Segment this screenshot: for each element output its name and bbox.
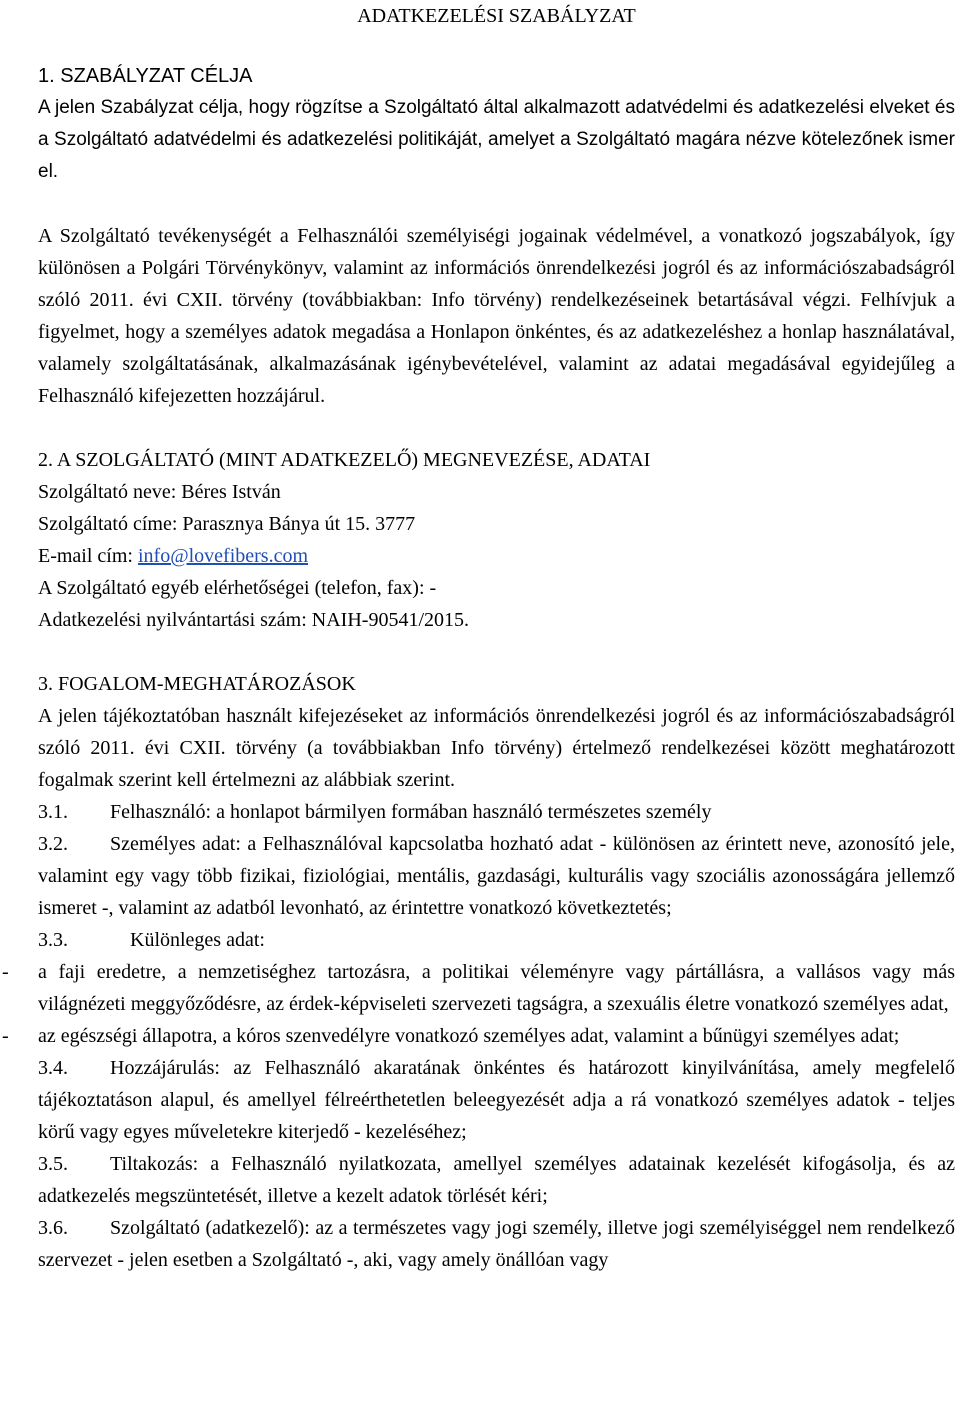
definition-text: Személyes adat: a Felhasználóval kapcsolatba hozható adat - különösen az érintett neve, azonosító jele, valamint egy vagy több fizikai, fiziológiai, mentális, gazdasági, kulturális vagy szociális azonosságára jellemző ismeret -, valamint az adatból levonható, az érintettre vonatkozó következtetés; — [38, 833, 955, 919]
definition-number: 3.3. — [38, 929, 68, 951]
dash-list-item — [2, 1020, 955, 1052]
definition-number: 3.4. — [38, 1057, 68, 1079]
dash-item-text: a faji eredetre, a nemzetiséghez tartozásra, a politikai véleményre vagy pártállásra, a vallásos vagy más világnézeti meggyőződésre, az érdek-képviseleti szervezeti tagságra, a szexuális életre vonatkozó személyes adat, — [38, 961, 955, 1015]
email-label: E-mail cím: — [38, 545, 138, 567]
section-1 — [38, 60, 955, 188]
section-2 — [38, 444, 955, 636]
provider-address: Szolgáltató címe: Parasznya Bánya út 15. 3777 — [38, 513, 416, 535]
section-3-heading: 3. FOGALOM-MEGHATÁROZÁSOK — [38, 673, 356, 695]
definition-item — [38, 796, 955, 828]
section-1-paragraph-1: A jelen Szabályzat célja, hogy rögzítse a Szolgáltató által alkalmazott adatvédelmi és adatkezelési elveket és a Szolgáltató adatvédelmi és adatkezelési politikáját, amelyet a Szolgáltató magára nézve kötelezőnek ismer el. — [38, 97, 955, 182]
spacer — [38, 636, 955, 668]
provider-email-line — [38, 540, 955, 572]
definition-text: Hozzájárulás: az Felhasználó akaratának önkéntes és határozott kinyilvánítása, amely megfelelő tájékoztatáson alapul, és amellyel félreérthetetlen beleegyezését adja a rá vonatkozó személyes adatok - teljes körű vagy egyes műveletekre kiterjedő - kezeléséhez; — [38, 1057, 955, 1143]
definition-number: 3.5. — [38, 1153, 68, 1175]
definition-text: Szolgáltató (adatkezelő): az a természetes vagy jogi személy, illetve jogi személyiséggel nem rendelkező szervezet - jelen esetben a Szolgáltató -, aki, vagy amely önállóan vagy — [38, 1217, 955, 1271]
provider-other-contacts: A Szolgáltató egyéb elérhetőségei (telefon, fax): - — [38, 577, 437, 599]
dash-item-text: az egészségi állapotra, a kóros szenvedélyre vonatkozó személyes adat, valamint a bűnügyi személyes adat; — [38, 1025, 900, 1047]
definition-number: 3.2. — [38, 833, 68, 855]
email-link[interactable]: info@lovefibers.com — [137, 545, 309, 567]
dash-bullet: - — [2, 1025, 9, 1047]
definition-item — [38, 1148, 955, 1212]
provider-registry-number: Adatkezelési nyilvántartási szám: NAIH-90541/2015. — [38, 609, 469, 631]
definition-text: Felhasználó: a honlapot bármilyen formában használó természetes személy — [110, 801, 712, 823]
section-2-heading: 2. A SZOLGÁLTATÓ (MINT ADATKEZELŐ) MEGNEVEZÉSE, ADATAI — [38, 449, 651, 471]
spacer — [38, 32, 955, 60]
dash-list-item — [2, 956, 955, 1020]
definition-item — [38, 924, 955, 956]
definition-number: 3.6. — [38, 1217, 68, 1239]
spacer — [38, 412, 955, 444]
definition-number: 3.1. — [38, 801, 68, 823]
spacer — [38, 188, 955, 220]
definition-text: Tiltakozás: a Felhasználó nyilatkozata, amellyel személyes adatainak kezelését kifogásolja, és az adatkezelés megszüntetését, illetve a kezelt adatok törlését kéri; — [38, 1153, 955, 1207]
document-page — [2, 0, 955, 1276]
section-1-paragraph-2: A Szolgáltató tevékenységét a Felhasználói személyiségi jogainak védelmével, a vonatkozó jogszabályok, így különösen a Polgári Törvénykönyv, valamint az információs önrendelkezési jogról és az információszabadságról szóló 2011. évi CXII. törvény (továbbiakban: Info törvény) rendelkezéseinek betartásával végzi. Felhívjuk a figyelmet, hogy a személyes adatok megadása a Honlapon önkéntes, és az adatkezeléshez a honlap használatával, valamely szolgáltatásának, alkalmazásának igénybevételével, valamint az adatai megadásával egyidejűleg a Felhasználó kifejezetten hozzájárul. — [38, 225, 955, 407]
dash-bullet: - — [2, 961, 9, 983]
definition-item — [38, 1052, 955, 1148]
definition-text: Különleges adat: — [130, 929, 265, 951]
definition-item — [38, 1212, 955, 1276]
section-3 — [2, 668, 955, 1276]
section-1-heading: 1. SZABÁLYZAT CÉLJA — [38, 65, 253, 87]
section-3-intro: A jelen tájékoztatóban használt kifejezéseket az információs önrendelkezési jogról és az információszabadságról szóló 2011. évi CXII. törvény (a továbbiakban Info törvény) értelmező rendelkezései között meghatározott fogalmak szerint kell értelmezni az alábbiak szerint. — [38, 705, 955, 791]
provider-name: Szolgáltató neve: Béres István — [38, 481, 281, 503]
definition-item — [38, 828, 955, 924]
document-title: ADATKEZELÉSI SZABÁLYZAT — [357, 5, 636, 27]
